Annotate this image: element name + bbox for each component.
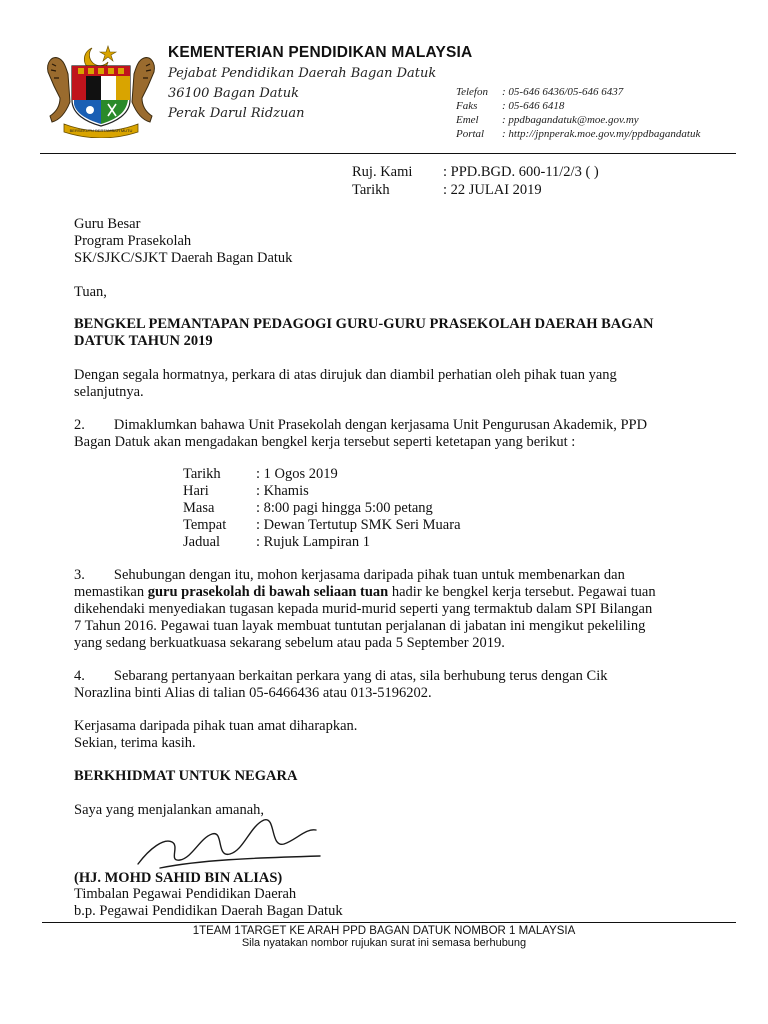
detail-value-venue: : Dewan Tertutup SMK Seri Muara	[256, 517, 461, 533]
para1-line-1: Dengan segala hormatnya, perkara di atas dirujuk dan diambil perhatian oleh pihak tuan yang	[74, 367, 617, 383]
para2-line-2: Bagan Datuk akan mengadakan bengkel kerja tersebut seperti ketetapan yang berikut :	[74, 434, 576, 450]
subject-line-2: DATUK TAHUN 2019	[74, 333, 213, 349]
para3-line-3: dikehendaki menyediakan tugasan kepada murid-murid seperti yang termaktub dalam SPI Bilangan	[74, 601, 653, 617]
emphasis-text: guru prasekolah di bawah seliaan tuan	[147, 584, 389, 600]
salutation: Tuan,	[74, 284, 107, 300]
para4-line-1: 4. Sebarang pertanyaan berkaitan perkara yang di atas, sila berhubung terus dengan Cik	[74, 668, 608, 684]
date-label: Tarikh	[352, 182, 390, 198]
contact-portal: Portal : http://jpnperak.moe.gov.my/ppdbagandatuk	[456, 128, 701, 140]
ruj-value: : PPD.BGD. 600-11/2/3 ( )	[443, 164, 599, 180]
recipient-line-1: Guru Besar	[74, 216, 141, 232]
detail-value-day: : Khamis	[256, 483, 309, 499]
recipient-line-2: Program Prasekolah	[74, 233, 192, 249]
para4-line-2: Norazlina binti Alias di talian 05-6466436 atau 013-5196202.	[74, 685, 432, 701]
address-line-1: Pejabat Pendidikan Daerah Bagan Datuk	[168, 66, 437, 81]
closing-line-1: Kerjasama daripada pihak tuan amat diharapkan.	[74, 718, 358, 734]
detail-value-time: : 8:00 pagi hingga 5:00 petang	[256, 500, 433, 516]
detail-value-date: : 1 Ogos 2019	[256, 466, 338, 482]
signature-mark	[120, 808, 340, 878]
para3-line-5: yang sedang berkuatkuasa sekarang sebelum atau pada 5 September 2019.	[74, 635, 505, 651]
contact-email: Emel : ppdbagandatuk@moe.gov.my	[456, 114, 639, 126]
closing-line-2: Sekian, terima kasih.	[74, 735, 196, 751]
detail-label-day: Hari	[183, 483, 209, 499]
signatory-title-1: Timbalan Pegawai Pendidikan Daerah	[74, 886, 297, 902]
ruj-label: Ruj. Kami	[352, 164, 413, 180]
footer-note: Sila nyatakan nombor rujukan surat ini semasa berhubung	[241, 937, 527, 949]
header-divider	[40, 153, 736, 154]
crest-motto: BERSEKUTU BERTAMBAH MUTU	[69, 128, 133, 133]
footer-divider	[42, 922, 736, 923]
detail-label-time: Masa	[183, 500, 215, 516]
address-line-3: Perak Darul Ridzuan	[168, 106, 305, 121]
contact-fax: Faks : 05-646 6418	[456, 100, 565, 112]
para3-line-2: memastikan guru prasekolah di bawah seliaan tuan hadir ke bengkel kerja tersebut. Pegawai tuan	[74, 584, 656, 600]
motto: BERKHIDMAT UNTUK NEGARA	[74, 768, 298, 784]
para1-line-2: selanjutnya.	[74, 384, 144, 400]
signatory-title-2: b.p. Pegawai Pendidikan Daerah Bagan Datuk	[74, 903, 343, 919]
trust-line: Saya yang menjalankan amanah,	[74, 802, 265, 818]
date-value: : 22 JULAI 2019	[443, 182, 542, 198]
para3-line-1: 3. Sehubungan dengan itu, mohon kerjasama daripada pihak tuan untuk membenarkan dan	[74, 567, 625, 583]
recipient-line-3: SK/SJKC/SJKT Daerah Bagan Datuk	[74, 250, 293, 266]
detail-value-schedule: : Rujuk Lampiran 1	[256, 534, 370, 550]
detail-label-date: Tarikh	[183, 466, 221, 482]
coat-of-arms-logo	[42, 42, 160, 138]
para3-line-4: 7 Tahun 2016. Pegawai tuan layak membuat tuntutan perjalanan di jabatan ini mengikut pekeliling	[74, 618, 646, 634]
contact-phone: Telefon : 05-646 6436/05-646 6437	[456, 86, 624, 98]
ministry-name: KEMENTERIAN PENDIDIKAN MALAYSIA	[168, 44, 473, 61]
subject-line-1: BENGKEL PEMANTAPAN PEDAGOGI GURU-GURU PRASEKOLAH DAERAH BAGAN	[74, 316, 654, 332]
detail-label-schedule: Jadual	[183, 534, 221, 550]
para2-line-1: 2. Dimaklumkan bahawa Unit Prasekolah dengan kerjasama Unit Pengurusan Akademik, PPD	[74, 417, 648, 433]
detail-label-venue: Tempat	[183, 517, 227, 533]
footer-slogan: 1TEAM 1TARGET KE ARAH PPD BAGAN DATUK NOMBOR 1 MALAYSIA	[192, 925, 576, 937]
signatory-name: (HJ. MOHD SAHID BIN ALIAS)	[74, 870, 283, 886]
address-line-2: 36100 Bagan Datuk	[168, 86, 300, 101]
